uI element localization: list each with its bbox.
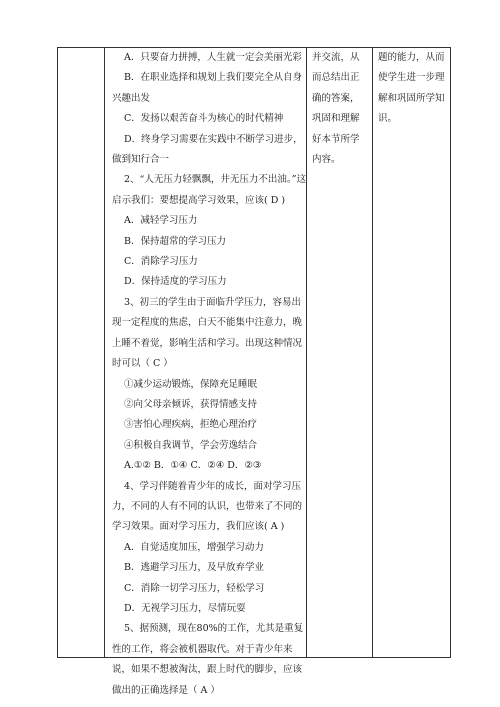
answer-option: B．保持超常的学习压力: [124, 235, 226, 247]
student-activity-text: 并交流，从而总结出正确的答案，巩固和理解好本节所学内容。: [312, 52, 360, 166]
answer-option: ④积极自我调节，学会劳逸结合: [124, 439, 258, 451]
answer-option: ①减少运动锻炼，保障充足睡眠: [124, 378, 258, 390]
answer-option: B．在职业选择和规划上我们要完全从自身兴趣出发: [112, 72, 302, 104]
answer-option: C．发扬以艰苦奋斗为核心的时代精神: [124, 113, 284, 125]
answer-option: A.①② B．①④ C．②④ D．②③: [124, 460, 262, 472]
question-content-cell: [112, 48, 306, 701]
answer-option: D．无视学习压力，尽情玩耍: [124, 602, 246, 614]
question-stem: 3、初三的学生由于面临升学压力，容易出现一定程度的焦虑，白天不能集中注意力，晚上睡不着觉，影响生活和学习。出现这种情况时可以（ C ）: [112, 296, 303, 370]
table-divider-3: [372, 47, 373, 658]
answer-option: ②向父母亲倾诉，获得情感支持: [124, 398, 258, 410]
answer-option: C．消除学习压力: [124, 256, 198, 268]
design-intent-cell: [378, 48, 448, 130]
answer-option: C．消除一切学习压力，轻松学习: [124, 582, 265, 594]
answer-option: D．保持适度的学习压力: [124, 276, 227, 288]
student-activity-cell: [312, 48, 368, 170]
answer-option: D．终身学习需要在实践中不断学习进步，做到知行合一: [112, 133, 303, 166]
table-divider-1: [104, 47, 105, 658]
table-divider-2: [306, 47, 307, 658]
question-stem: 5、据预测，现在80%的工作，尤其是重复性的工作，将会被机器取代。对于青少年来说，如果不想被淘汰，跟上时代的脚步，应该做出的正确选择是（ A ）: [112, 623, 304, 696]
design-intent-text: 题的能力，从而使学生进一步理解和巩固所学知识。: [378, 52, 445, 125]
answer-option: B．逃避学习压力，及早放弃学业: [124, 562, 264, 574]
answer-option: A．只要奋力拼搏，人生就一定会美丽光彩: [124, 52, 302, 63]
answer-option: A．减轻学习压力: [124, 215, 198, 227]
table-border-left: [57, 47, 58, 658]
question-stem: 4、学习伴随着青少年的成长，面对学习压力，不同的人有不同的认识，也带来了不同的学习效果。面对学习压力，我们应该( A ): [112, 480, 303, 533]
table-border-right: [450, 47, 451, 658]
question-stem: 2、“人无压力轻飘飘，井无压力不出油。”这启示我们：要想提高学习效果，应该( D ): [112, 174, 307, 206]
answer-option: A．自觉适度加压，增强学习动力: [124, 541, 264, 553]
answer-option: ③害怕心理疾病，拒绝心理治疗: [124, 419, 258, 431]
